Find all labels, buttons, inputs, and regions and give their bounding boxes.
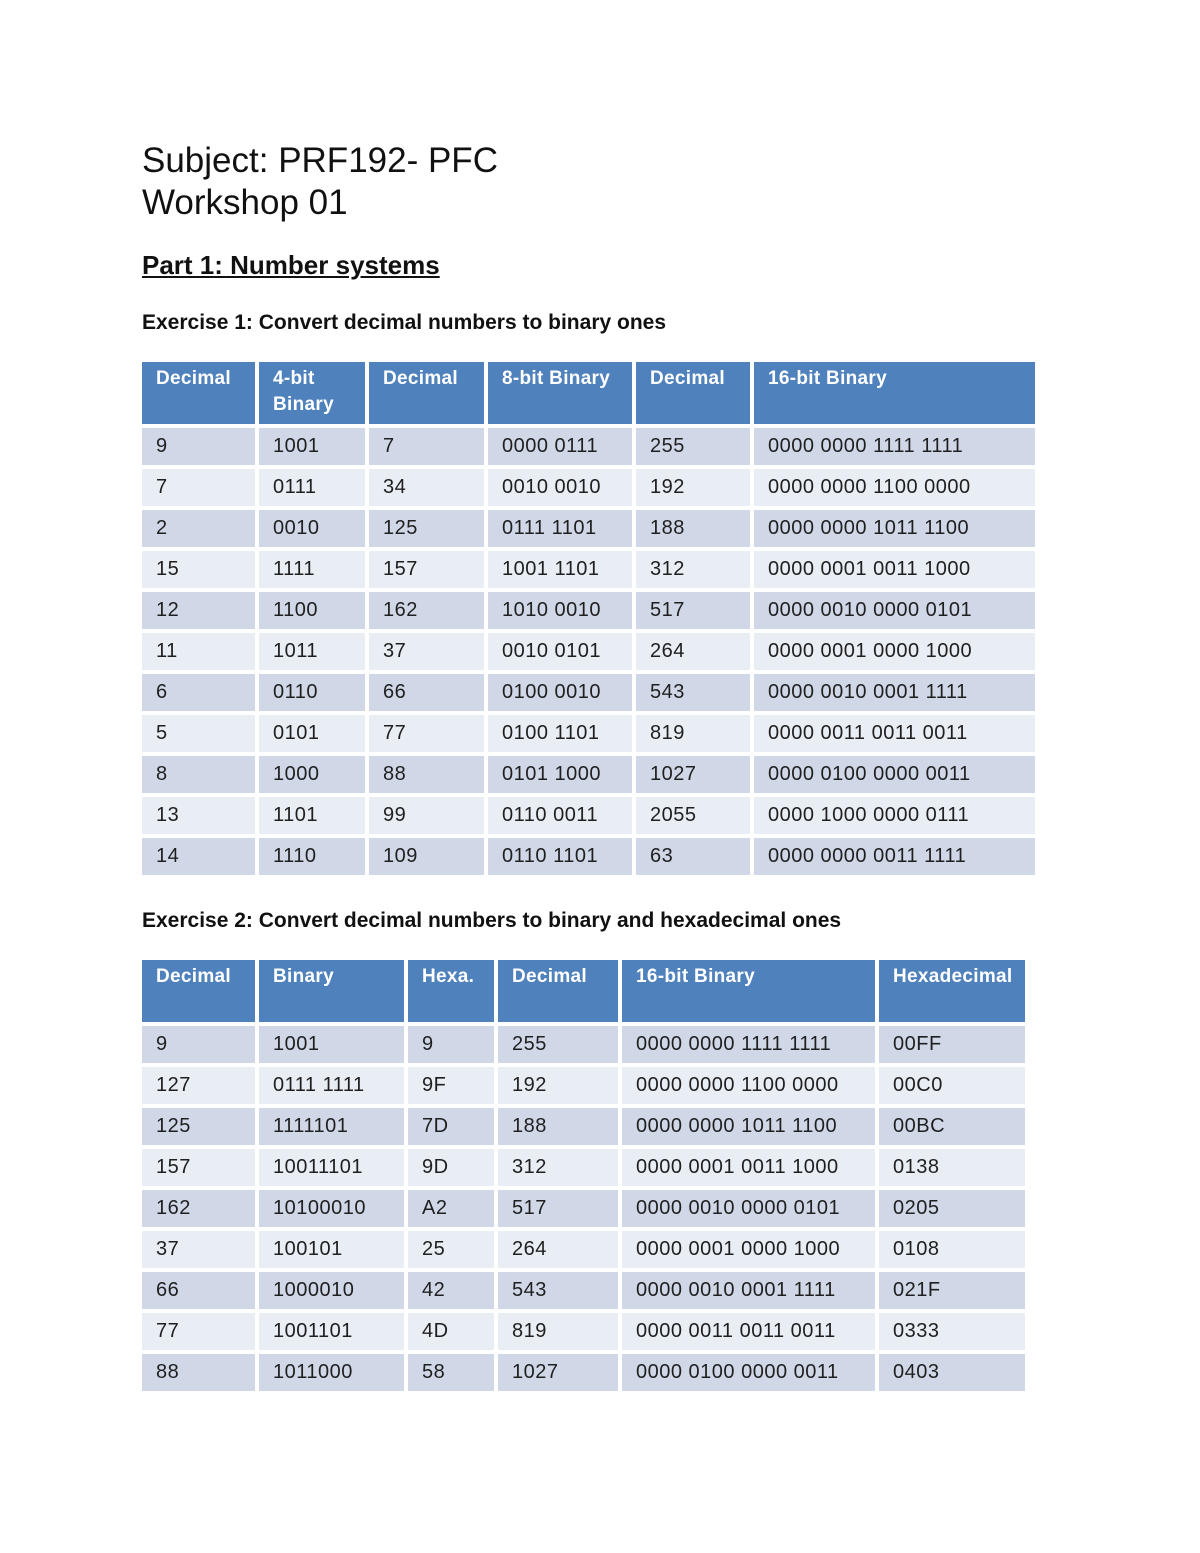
- exercise1-table-cell: 8: [142, 756, 255, 793]
- exercise1-table-cell: 0111: [259, 469, 365, 506]
- exercise1-table-cell: 0000 0010 0001 1111: [754, 674, 1035, 711]
- exercise1-table-cell: 0000 0000 1011 1100: [754, 510, 1035, 547]
- exercise1-table-cell: 13: [142, 797, 255, 834]
- document-page: [142, 140, 1019, 1395]
- exercise2-table-cell: 0000 0000 1111 1111: [622, 1026, 875, 1063]
- exercise1-table-cell: 125: [369, 510, 484, 547]
- exercise2-header-cell: Binary: [259, 960, 404, 1022]
- exercise1-table-cell: 14: [142, 838, 255, 875]
- exercise2-table-cell: 0000 0100 0000 0011: [622, 1354, 875, 1391]
- exercise2-table-row: [142, 1190, 1025, 1227]
- exercise2-header-cell: Decimal: [142, 960, 255, 1022]
- exercise1-table-cell: 0010 0010: [488, 469, 632, 506]
- exercise1-table-cell: 192: [636, 469, 750, 506]
- exercise1-table-cell: 0101: [259, 715, 365, 752]
- exercise2-table-cell: 9: [142, 1026, 255, 1063]
- exercise2-table-cell: 312: [498, 1149, 618, 1186]
- exercise2-table: [138, 956, 1029, 1395]
- exercise1-table-cell: 0000 0000 1100 0000: [754, 469, 1035, 506]
- exercise1-table-row: [142, 715, 1035, 752]
- exercise1-table-cell: 1011: [259, 633, 365, 670]
- exercise2-header-row: [142, 960, 1025, 1022]
- exercise1-table-cell: 0100 1101: [488, 715, 632, 752]
- exercise2-table-row: [142, 1231, 1025, 1268]
- exercise2-table-cell: 125: [142, 1108, 255, 1145]
- exercise2-table-cell: 7D: [408, 1108, 494, 1145]
- exercise2-table-cell: 0111 1111: [259, 1067, 404, 1104]
- exercise1-table-cell: 7: [369, 428, 484, 465]
- exercise1-table-cell: 1001 1101: [488, 551, 632, 588]
- exercise2-table-row: [142, 1149, 1025, 1186]
- exercise2-header-cell: 16-bit Binary: [622, 960, 875, 1022]
- exercise2-heading: Exercise 2: Convert decimal numbers to binary and hexadecimal ones: [142, 909, 842, 932]
- exercise1-table-cell: 0000 0000 1111 1111: [754, 428, 1035, 465]
- exercise1-table-row: [142, 428, 1035, 465]
- exercise2-table-row: [142, 1026, 1025, 1063]
- exercise1-header-cell: Decimal: [142, 362, 255, 424]
- exercise1-table-cell: 543: [636, 674, 750, 711]
- exercise2-table-cell: 1000010: [259, 1272, 404, 1309]
- exercise2-table-cell: 0000 0001 0011 1000: [622, 1149, 875, 1186]
- exercise1-table-cell: 0000 0010 0000 0101: [754, 592, 1035, 629]
- exercise1-table-cell: 63: [636, 838, 750, 875]
- exercise2-table-row: [142, 1067, 1025, 1104]
- exercise1-table-cell: 2055: [636, 797, 750, 834]
- exercise1-table-cell: 517: [636, 592, 750, 629]
- exercise2-table-cell: 1027: [498, 1354, 618, 1391]
- exercise2-table-cell: 192: [498, 1067, 618, 1104]
- exercise2-table-cell: A2: [408, 1190, 494, 1227]
- exercise2-table-cell: 1001101: [259, 1313, 404, 1350]
- exercise2-table-cell: 42: [408, 1272, 494, 1309]
- exercise1-table-cell: 37: [369, 633, 484, 670]
- exercise2-table-cell: 021F: [879, 1272, 1025, 1309]
- exercise2-table-cell: 517: [498, 1190, 618, 1227]
- exercise1-table: [138, 358, 1039, 879]
- exercise1-table-cell: 0000 0011 0011 0011: [754, 715, 1035, 752]
- exercise2-table-cell: 00BC: [879, 1108, 1025, 1145]
- exercise1-table-row: [142, 756, 1035, 793]
- exercise2-table-cell: 0205: [879, 1190, 1025, 1227]
- exercise2-table-cell: 4D: [408, 1313, 494, 1350]
- exercise1-header-cell: Decimal: [369, 362, 484, 424]
- exercise2-table-cell: 77: [142, 1313, 255, 1350]
- exercise2-table-cell: 543: [498, 1272, 618, 1309]
- exercise1-table-row: [142, 838, 1035, 875]
- exercise1-table-cell: 5: [142, 715, 255, 752]
- exercise1-table-cell: 1101: [259, 797, 365, 834]
- exercise2-table-cell: 10100010: [259, 1190, 404, 1227]
- document-title: [142, 140, 1019, 224]
- exercise1-table-row: [142, 510, 1035, 547]
- exercise1-table-cell: 255: [636, 428, 750, 465]
- exercise2-table-cell: 127: [142, 1067, 255, 1104]
- exercise1-table-cell: 0010 0101: [488, 633, 632, 670]
- exercise1-table-cell: 1111: [259, 551, 365, 588]
- exercise2-table-cell: 0138: [879, 1149, 1025, 1186]
- exercise1-table-cell: 15: [142, 551, 255, 588]
- exercise1-table-cell: 312: [636, 551, 750, 588]
- exercise2-table-cell: 00FF: [879, 1026, 1025, 1063]
- exercise1-table-cell: 9: [142, 428, 255, 465]
- exercise1-table-cell: 1000: [259, 756, 365, 793]
- exercise2-table-cell: 0000 0010 0000 0101: [622, 1190, 875, 1227]
- exercise2-table-cell: 25: [408, 1231, 494, 1268]
- exercise2-header-cell: Decimal: [498, 960, 618, 1022]
- exercise1-table-cell: 2: [142, 510, 255, 547]
- exercise1-table-cell: 12: [142, 592, 255, 629]
- exercise2-table-cell: 0403: [879, 1354, 1025, 1391]
- exercise1-table-cell: 66: [369, 674, 484, 711]
- exercise2-table-cell: 66: [142, 1272, 255, 1309]
- exercise2-header-cell: Hexa.: [408, 960, 494, 1022]
- exercise1-table-cell: 99: [369, 797, 484, 834]
- exercise2-table-cell: 9: [408, 1026, 494, 1063]
- exercise2-table-row: [142, 1108, 1025, 1145]
- exercise1-table-cell: 157: [369, 551, 484, 588]
- exercise1-heading: Exercise 1: Convert decimal numbers to binary ones: [142, 311, 667, 334]
- exercise1-table-cell: 162: [369, 592, 484, 629]
- exercise2-table-cell: 162: [142, 1190, 255, 1227]
- exercise1-table-cell: 188: [636, 510, 750, 547]
- exercise1-header-row: [142, 362, 1035, 424]
- exercise2-table-row: [142, 1313, 1025, 1350]
- exercise1-header-cell: 4-bit Binary: [259, 362, 365, 424]
- exercise1-table-cell: 7: [142, 469, 255, 506]
- exercise1-table-cell: 0000 0111: [488, 428, 632, 465]
- exercise2-table-cell: 9F: [408, 1067, 494, 1104]
- exercise1-table-row: [142, 633, 1035, 670]
- exercise1-table-cell: 0101 1000: [488, 756, 632, 793]
- exercise1-table-cell: 1027: [636, 756, 750, 793]
- exercise2-table-cell: 255: [498, 1026, 618, 1063]
- exercise1-table-cell: 11: [142, 633, 255, 670]
- exercise1-table-cell: 819: [636, 715, 750, 752]
- exercise1-table-cell: 1110: [259, 838, 365, 875]
- exercise2-table-cell: 00C0: [879, 1067, 1025, 1104]
- exercise1-table-cell: 1010 0010: [488, 592, 632, 629]
- exercise1-table-row: [142, 592, 1035, 629]
- exercise1-table-cell: 0111 1101: [488, 510, 632, 547]
- exercise1-table-cell: 6: [142, 674, 255, 711]
- exercise2-table-row: [142, 1272, 1025, 1309]
- exercise1-table-cell: 0000 0001 0000 1000: [754, 633, 1035, 670]
- exercise1-table-cell: 77: [369, 715, 484, 752]
- exercise2-table-cell: 88: [142, 1354, 255, 1391]
- exercise2-table-cell: 10011101: [259, 1149, 404, 1186]
- exercise2-table-cell: 0000 0011 0011 0011: [622, 1313, 875, 1350]
- exercise2-table-cell: 9D: [408, 1149, 494, 1186]
- exercise1-table-cell: 0110: [259, 674, 365, 711]
- exercise2-table-cell: 0000 0001 0000 1000: [622, 1231, 875, 1268]
- exercise2-table-row: [142, 1354, 1025, 1391]
- exercise1-header-cell: 8-bit Binary: [488, 362, 632, 424]
- exercise1-header-cell: Decimal: [636, 362, 750, 424]
- exercise1-table-cell: 0000 0001 0011 1000: [754, 551, 1035, 588]
- exercise1-table-cell: 88: [369, 756, 484, 793]
- exercise2-table-cell: 1011000: [259, 1354, 404, 1391]
- exercise1-table-cell: 0110 1101: [488, 838, 632, 875]
- exercise1-table-cell: 1100: [259, 592, 365, 629]
- exercise1-table-cell: 0000 0100 0000 0011: [754, 756, 1035, 793]
- part-heading: Part 1: Number systems: [142, 250, 440, 280]
- exercise1-table-cell: 1001: [259, 428, 365, 465]
- exercise1-table-row: [142, 551, 1035, 588]
- exercise2-table-cell: 0000 0000 1100 0000: [622, 1067, 875, 1104]
- exercise2-table-cell: 0000 0010 0001 1111: [622, 1272, 875, 1309]
- exercise2-table-cell: 264: [498, 1231, 618, 1268]
- exercise2-table-cell: 100101: [259, 1231, 404, 1268]
- subject-line: Subject: PRF192- PFC: [142, 141, 498, 180]
- exercise1-table-cell: 0110 0011: [488, 797, 632, 834]
- exercise2-table-cell: 37: [142, 1231, 255, 1268]
- exercise1-table-cell: 0010: [259, 510, 365, 547]
- exercise2-table-cell: 58: [408, 1354, 494, 1391]
- exercise1-table-row: [142, 469, 1035, 506]
- exercise2-table-cell: 0000 0000 1011 1100: [622, 1108, 875, 1145]
- exercise1-header-cell: 16-bit Binary: [754, 362, 1035, 424]
- exercise2-table-cell: 1111101: [259, 1108, 404, 1145]
- exercise1-table-cell: 109: [369, 838, 484, 875]
- exercise1-table-cell: 0000 1000 0000 0111: [754, 797, 1035, 834]
- exercise2-table-cell: 819: [498, 1313, 618, 1350]
- exercise1-table-row: [142, 797, 1035, 834]
- exercise1-table-cell: 34: [369, 469, 484, 506]
- exercise1-table-cell: 0000 0000 0011 1111: [754, 838, 1035, 875]
- workshop-line: Workshop 01: [142, 183, 348, 222]
- exercise2-header-cell: Hexadecimal: [879, 960, 1025, 1022]
- exercise1-table-row: [142, 674, 1035, 711]
- exercise2-table-cell: 0108: [879, 1231, 1025, 1268]
- exercise1-table-cell: 264: [636, 633, 750, 670]
- exercise2-table-cell: 0333: [879, 1313, 1025, 1350]
- exercise2-table-cell: 1001: [259, 1026, 404, 1063]
- exercise2-table-cell: 188: [498, 1108, 618, 1145]
- exercise2-table-cell: 157: [142, 1149, 255, 1186]
- exercise1-table-cell: 0100 0010: [488, 674, 632, 711]
